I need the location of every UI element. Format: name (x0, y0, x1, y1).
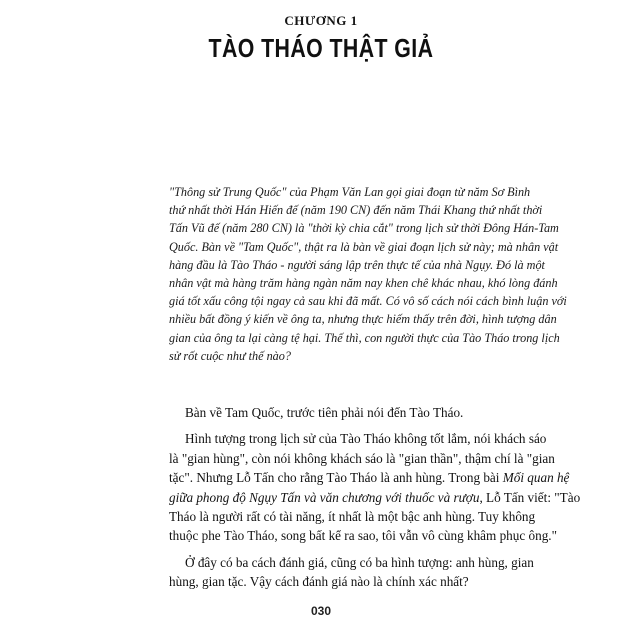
paragraph-2-line: Hình tượng trong lịch sử của Tào Tháo không tốt lắm, nói khách sáo (185, 431, 547, 447)
paragraph-2-line: là "gian hùng", còn nói không khách sáo là "gian thần", thậm chí là "gian (169, 450, 555, 466)
paragraph-2-line: thuộc phe Tào Tháo, song bất kể ra sao, tôi vẫn vô cùng khâm phục ông." (169, 528, 557, 544)
paragraph-2-line (169, 468, 570, 487)
paragraph-2-line (169, 488, 581, 507)
paragraph-2-text: , Lỗ Tấn viết: "Tào (479, 489, 581, 505)
intro-line: Quốc. Bàn về "Tam Quốc", thật ra là bàn về giai đoạn lịch sử này; mà nhân vật (169, 239, 559, 254)
intro-line: thứ nhất thời Hán Hiến đế (năm 190 CN) đến năm Thái Khang thứ nhất thời (169, 203, 543, 218)
essay-title: Mối quan hệ (502, 470, 570, 486)
intro-line: giá tốt xấu công tội ngay cả sau khi đã mất. Có vô số cách nói cách bình luận với (169, 294, 567, 309)
paragraph-1: Bàn về Tam Quốc, trước tiên phải nói đến Tào Tháo. (185, 405, 464, 420)
paragraph-2-line: Tháo là người rất có tài năng, ít nhất là một bậc anh hùng. Tuy không (169, 509, 536, 525)
intro-line: Tấn Vũ đế (năm 280 CN) là "thời kỳ chia cắt" trong lịch sử thời Đông Hán-Tam (169, 221, 559, 236)
body-text (169, 403, 581, 592)
intro-line: gian của ông ta lại càng tệ hại. Thế thì, con người thực của Tào Tháo trong lịch (169, 330, 560, 345)
intro-line: nhiều bất đồng ý kiến về ông ta, nhưng thực hiếm thấy trên đời, hình tượng dân (169, 312, 557, 327)
paragraph-3-line: Ở đây có ba cách đánh giá, cũng có ba hình tượng: anh hùng, gian (185, 554, 534, 570)
intro-line: nhân vật mà hàng trăm hàng ngàn năm nay khen chê khác nhau, khó lòng đánh (169, 276, 558, 291)
essay-title: giữa phong độ Ngụy Tấn và văn chương với thuốc và rượu (169, 489, 480, 505)
chapter-label: CHƯƠNG 1 (284, 13, 358, 28)
paragraph-2-text: tặc". Nhưng Lỗ Tấn cho rằng Tào Tháo là anh hùng. Trong bài (169, 470, 503, 486)
intro-line: sử rốt cuộc như thế nào? (169, 348, 291, 363)
chapter-title: TÀO THÁO THẬT GIẢ (208, 33, 434, 63)
intro-line: "Thông sử Trung Quốc" của Phạm Văn Lan gọi giai đoạn từ năm Sơ Bình (169, 185, 531, 199)
intro-epigraph (169, 183, 567, 365)
paragraph-3-line: hùng, gian tặc. Vậy cách đánh giá nào là chính xác nhất? (169, 574, 469, 590)
intro-line: hàng đầu là Tào Tháo - người sáng lập trên thực tế của nhà Ngụy. Đó là một (169, 257, 545, 272)
page-number: 030 (310, 604, 332, 618)
